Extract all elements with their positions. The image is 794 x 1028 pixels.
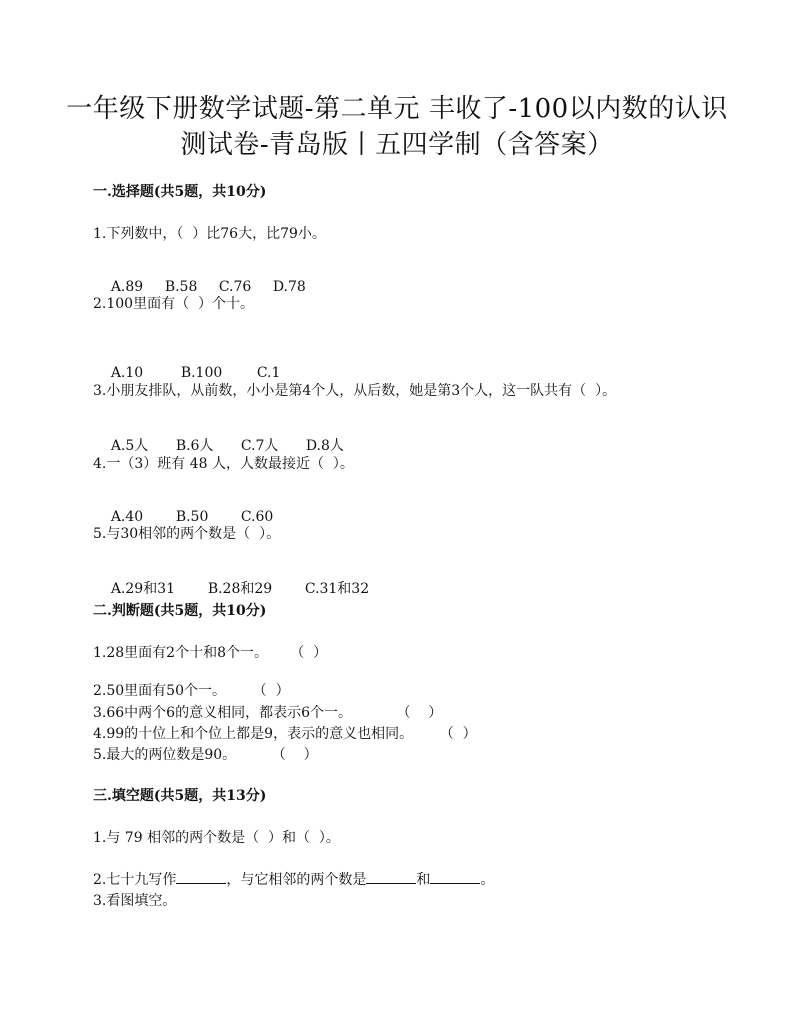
option-a: A.10 [110, 365, 144, 381]
option-c: C.31和32 [304, 581, 370, 597]
option-b: B.28和29 [207, 581, 273, 597]
fill-2-text-b: ，与它相邻的两个数是 [226, 872, 367, 888]
fill-2 [93, 871, 494, 889]
fill-2-text-d: 。 [480, 872, 495, 888]
option-a: A.89 [110, 279, 144, 295]
option-a: A.5人 [110, 438, 149, 454]
option-b: B.58 [164, 279, 198, 295]
question-1-3: 3.小朋友排队，从前数，小小是第4个人，从后数，她是第3个人，这一队共有（ ）。 [93, 383, 617, 399]
question-1-1: 1.下列数中，（ ）比76大，比79小。 [93, 226, 326, 242]
answer-blank-2 [366, 871, 416, 884]
question-1-2: 2.100里面有（ ）个十。 [93, 296, 254, 312]
judgment-3: 3.66中两个6的意义相同，都表示6个一。 （ ） [93, 705, 443, 721]
judgment-4: 4.99的十位上和个位上都是9，表示的意义也相同。 （ ） [93, 726, 477, 742]
document-title-line-2: 测试卷-青岛版丨五四学制（含答案） [180, 130, 614, 160]
fill-2-text-c: 和 [416, 872, 431, 888]
option-c: C.1 [256, 365, 281, 381]
option-b: B.100 [180, 365, 223, 381]
option-b: B.6人 [175, 438, 214, 454]
fill-1: 1.与 79 相邻的两个数是（ ）和（ ）。 [93, 830, 340, 846]
section-2-heading: 二.判断题(共5题，共10分) [93, 603, 267, 619]
option-d: D.8人 [305, 438, 344, 454]
fill-2-text-a: 2.七十九写作 [93, 872, 177, 888]
judgment-2: 2.50里面有50个一。 （ ） [93, 683, 290, 699]
option-c: C.7人 [240, 438, 279, 454]
option-a: A.40 [110, 509, 144, 525]
question-1-4: 4.一（3）班有 48 人，人数最接近（ ）。 [93, 456, 354, 472]
option-d: D.78 [272, 279, 306, 295]
judgment-1: 1.28里面有2个十和8个一。 （ ） [93, 645, 328, 661]
section-1-heading: 一.选择题(共5题，共10分) [93, 184, 267, 200]
option-a: A.29和31 [110, 581, 176, 597]
question-1-5: 5.与30相邻的两个数是（ ）。 [93, 526, 281, 542]
option-b: B.50 [175, 509, 209, 525]
answer-blank-1 [176, 871, 226, 884]
section-3-heading: 三.填空题(共5题，共13分) [93, 788, 267, 804]
judgment-5: 5.最大的两位数是90。 （ ） [93, 747, 318, 763]
option-c: C.76 [218, 279, 252, 295]
document-title-line-1: 一年级下册数学试题-第二单元 丰收了-100以内数的认识 [66, 94, 728, 124]
answer-blank-3 [430, 871, 480, 884]
fill-3: 3.看图填空。 [93, 893, 177, 909]
option-c: C.60 [240, 509, 274, 525]
